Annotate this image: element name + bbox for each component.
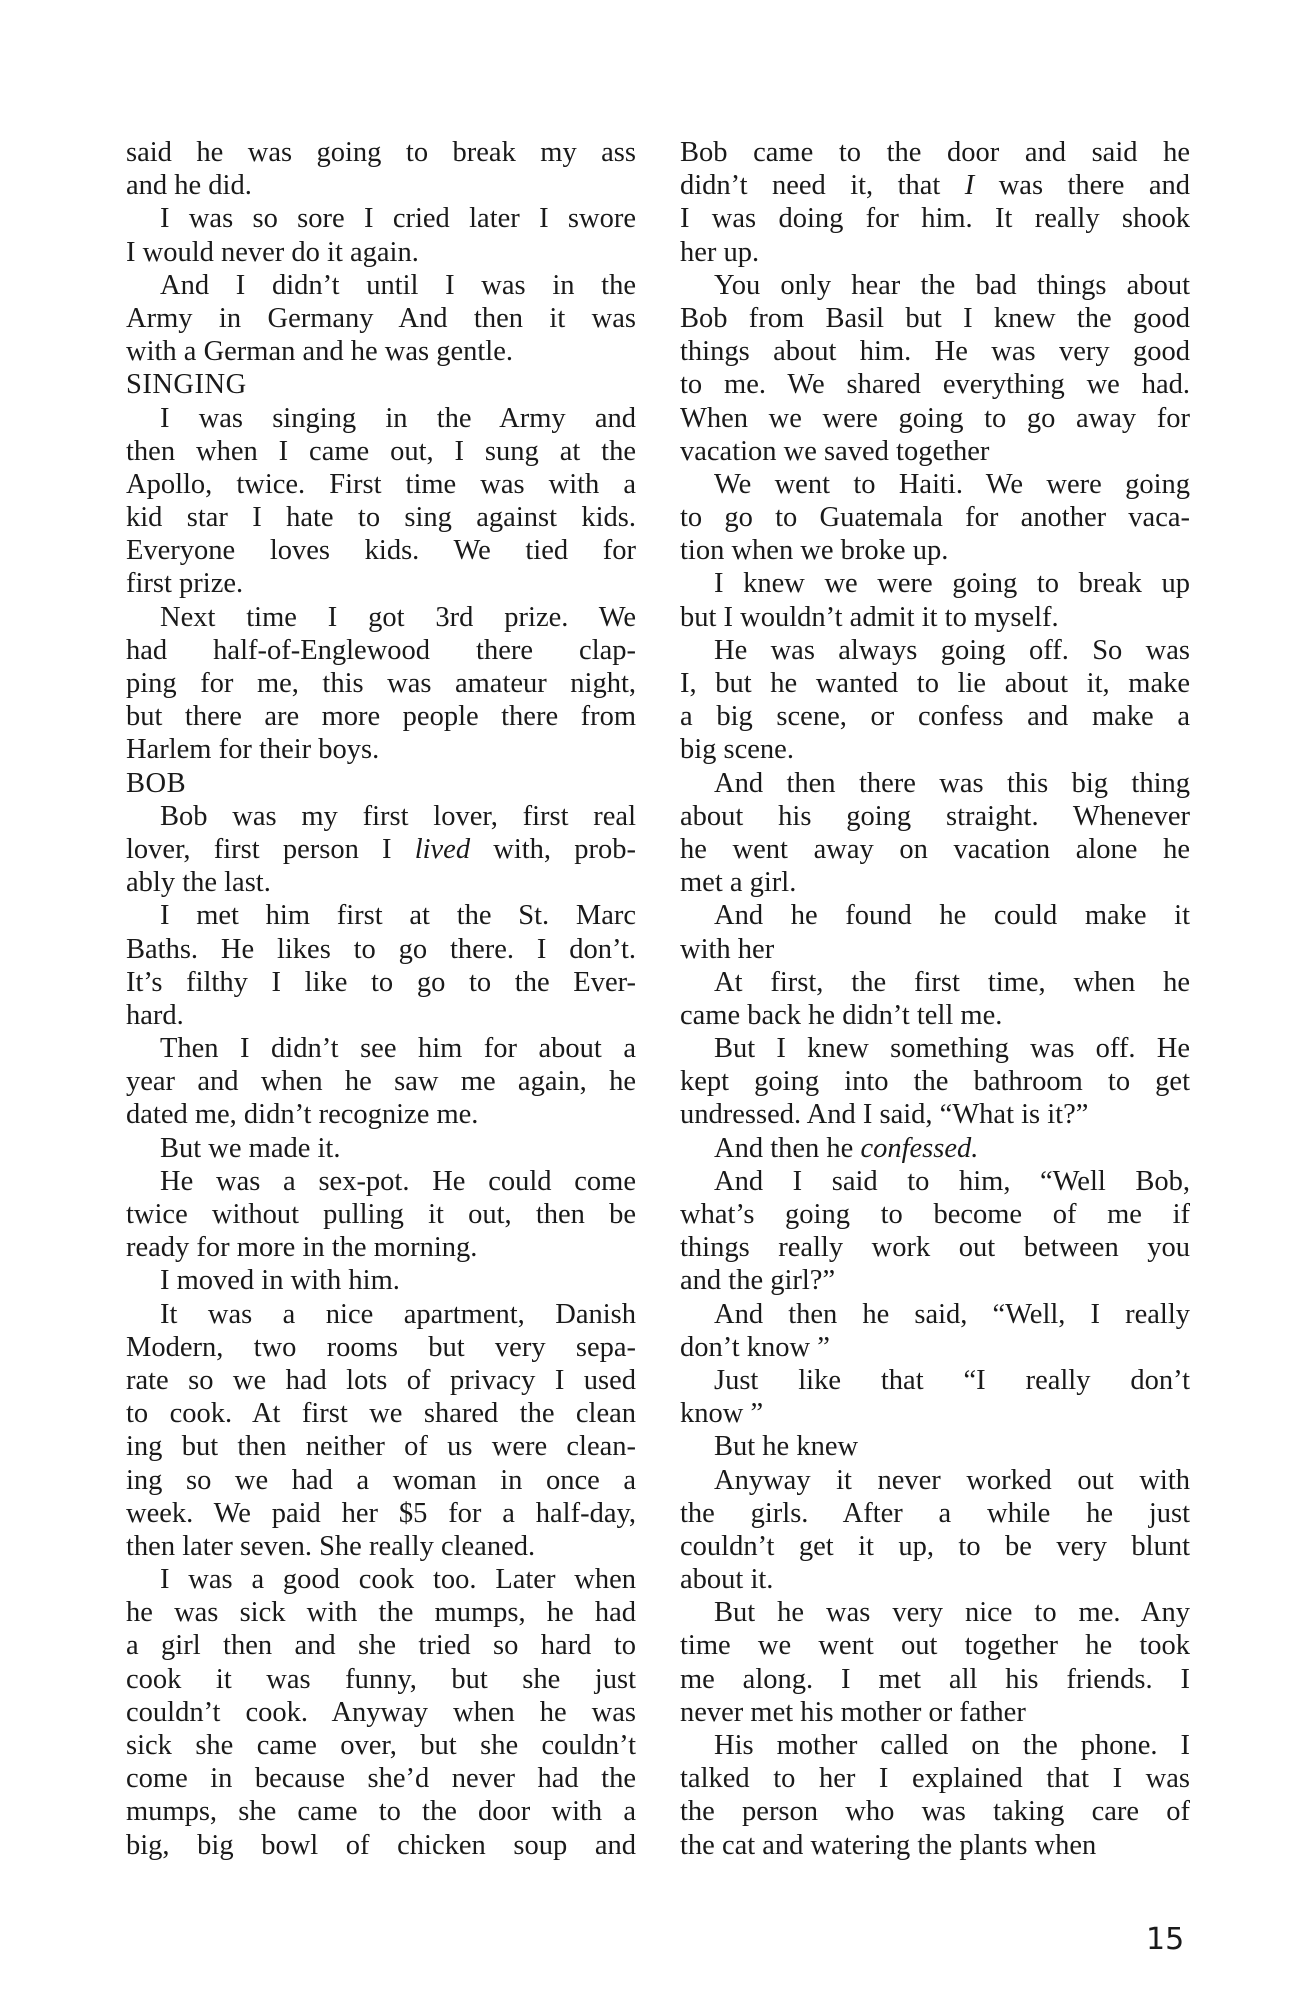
text-line: couldn’t cook. Anyway when he was bbox=[126, 1696, 636, 1728]
text-line: first prize. bbox=[126, 568, 244, 600]
text-line: week. We paid her $5 for a half-day, bbox=[126, 1497, 636, 1529]
text-line: said he was going to break my ass bbox=[126, 137, 636, 168]
text-line: ing but then neither of us were clean- bbox=[126, 1431, 636, 1463]
text-line: to cook. At first we shared the clean bbox=[126, 1398, 636, 1430]
text-line: At first, the first time, when he bbox=[714, 966, 1190, 998]
text-line: ably the last. bbox=[126, 867, 271, 899]
paragraph bbox=[126, 1165, 636, 1265]
text-line: undressed. And I said, “What is it?” bbox=[680, 1099, 1089, 1131]
paragraph bbox=[126, 1298, 636, 1564]
text-line: kid star I hate to sing against kids. bbox=[126, 502, 636, 534]
text-line: a big scene, or confess and make a bbox=[680, 701, 1190, 733]
paragraph bbox=[126, 601, 636, 767]
text-line: the person who was taking care of bbox=[680, 1796, 1190, 1828]
text-line: with a German and he was gentle. bbox=[126, 336, 513, 368]
text-line: sick she came over, but she couldn’t bbox=[126, 1730, 636, 1761]
paragraph bbox=[126, 1264, 636, 1297]
text-line: but there are more people there from bbox=[126, 701, 636, 733]
text-line: His mother called on the phone. I bbox=[714, 1730, 1190, 1761]
text-line: came back he didn’t tell me. bbox=[680, 999, 1003, 1031]
paragraph bbox=[126, 269, 636, 369]
paragraph bbox=[680, 966, 1190, 1032]
text-line: Apollo, twice. First time was with a bbox=[126, 468, 636, 500]
text-line: I was singing in the Army and bbox=[160, 402, 636, 434]
text-line: about it. bbox=[680, 1564, 774, 1596]
text-line: he was sick with the mumps, he had bbox=[126, 1597, 636, 1629]
paragraph bbox=[126, 136, 636, 202]
text-line: Just like that “I really don’t bbox=[714, 1364, 1190, 1396]
text-line: Harlem for their boys. bbox=[126, 734, 380, 766]
text-line: ready for more in the morning. bbox=[126, 1232, 478, 1264]
text-line: Next time I got 3rd prize. We bbox=[160, 601, 636, 633]
paragraph bbox=[680, 899, 1190, 965]
paragraph bbox=[680, 1596, 1190, 1729]
text-line: met a girl. bbox=[680, 867, 797, 899]
left-column bbox=[126, 136, 636, 1862]
text-line: He was always going off. So was bbox=[714, 634, 1190, 666]
text-line: Everyone loves kids. We tied for bbox=[126, 535, 636, 567]
text-line: time we went out together he took bbox=[680, 1630, 1190, 1662]
text-line: We went to Haiti. We were going bbox=[714, 468, 1190, 500]
text-line: SINGING bbox=[126, 369, 247, 401]
paragraph bbox=[126, 1032, 636, 1132]
paragraph bbox=[680, 1032, 1190, 1132]
paragraph bbox=[680, 634, 1190, 767]
text-line: her up. bbox=[680, 236, 760, 268]
paragraph bbox=[680, 1729, 1190, 1862]
text-line: But he knew bbox=[714, 1431, 859, 1463]
paragraph bbox=[126, 1132, 636, 1165]
text-line: Bob from Basil but I knew the good bbox=[680, 302, 1190, 334]
text-line: I was doing for him. It really shook bbox=[680, 203, 1190, 235]
text-line: things really work out between you bbox=[680, 1232, 1190, 1264]
text-line: I knew we were going to break up bbox=[714, 568, 1190, 600]
text-line: don’t know ” bbox=[680, 1331, 830, 1363]
text-line: had half-of-Englewood there clap- bbox=[126, 634, 636, 666]
text-line: Baths. He likes to go there. I don’t. bbox=[126, 933, 636, 965]
text-line: with her bbox=[680, 933, 775, 965]
text-line: twice without pulling it out, then be bbox=[126, 1199, 636, 1230]
text-line: And he found he could make it bbox=[714, 900, 1190, 932]
paragraph bbox=[126, 800, 636, 900]
paragraph bbox=[126, 899, 636, 1032]
italic-text: I bbox=[964, 170, 975, 202]
paragraph bbox=[680, 1298, 1190, 1364]
paragraph bbox=[680, 567, 1190, 633]
paragraph bbox=[680, 1165, 1190, 1298]
text-line: But he was very nice to me. Any bbox=[714, 1597, 1190, 1629]
italic-text: confessed. bbox=[860, 1132, 979, 1164]
text-line: tion when we broke up. bbox=[680, 535, 949, 567]
text-line: to go to Guatemala for another vaca- bbox=[680, 502, 1190, 534]
text-line: mumps, she came to the door with a bbox=[126, 1796, 636, 1828]
text-line: year and when he saw me again, he bbox=[126, 1066, 636, 1098]
text-line: me along. I met all his friends. I bbox=[680, 1663, 1190, 1695]
text-line: And I said to him, “Well Bob, bbox=[714, 1165, 1190, 1197]
text-line: the cat and watering the plants when bbox=[680, 1829, 1097, 1861]
text-line: And then he said, “Well, I really bbox=[714, 1298, 1190, 1330]
text-line: never met his mother or father bbox=[680, 1696, 1026, 1728]
text-line: Modern, two rooms but very sepa- bbox=[126, 1331, 636, 1363]
text-line: And then he confessed. bbox=[714, 1132, 979, 1164]
text-line: But we made it. bbox=[160, 1132, 341, 1164]
text-line: Army in Germany And then it was bbox=[126, 302, 636, 334]
text-line: It’s filthy I like to go to the Ever- bbox=[126, 966, 636, 998]
paragraph bbox=[680, 136, 1190, 269]
text-line: dated me, didn’t recognize me. bbox=[126, 1099, 479, 1131]
text-line: things about him. He was very good bbox=[680, 336, 1190, 368]
text-line: but I wouldn’t admit it to myself. bbox=[680, 601, 1059, 633]
text-line: Bob was my first lover, first real bbox=[160, 800, 636, 832]
paragraph bbox=[126, 1563, 636, 1862]
text-line: He was a sex-pot. He could come bbox=[160, 1165, 636, 1197]
text-line: big, big bowl of chicken soup and bbox=[126, 1829, 636, 1861]
text-line: Bob came to the door and said he bbox=[680, 137, 1190, 168]
text-line: and the girl?” bbox=[680, 1265, 836, 1297]
text-line: to me. We shared everything we had. bbox=[680, 369, 1190, 401]
paragraph bbox=[680, 269, 1190, 468]
text-line: didn’t need it, that I was there and bbox=[680, 170, 1190, 202]
text-line: about his going straight. Whenever bbox=[680, 800, 1190, 832]
text-line: he went away on vacation alone he bbox=[680, 833, 1190, 865]
text-line: what’s going to become of me if bbox=[680, 1199, 1190, 1230]
paragraph bbox=[680, 767, 1190, 900]
text-line: I met him first at the St. Marc bbox=[160, 900, 636, 932]
text-line: talked to her I explained that I was bbox=[680, 1763, 1190, 1795]
text-line: Then I didn’t see him for about a bbox=[160, 1033, 636, 1065]
paragraph bbox=[680, 1364, 1190, 1430]
paragraph bbox=[680, 1132, 1190, 1165]
text-line: I, but he wanted to lie about it, make bbox=[680, 668, 1190, 699]
text-line: hard. bbox=[126, 999, 184, 1031]
text-line: vacation we saved together bbox=[680, 435, 990, 467]
text-line: cook it was funny, but she just bbox=[126, 1663, 636, 1695]
text-line: then later seven. She really cleaned. bbox=[126, 1530, 536, 1562]
italic-text: lived bbox=[414, 833, 471, 865]
text-line: BOB bbox=[126, 767, 187, 799]
paragraph bbox=[680, 468, 1190, 568]
text-line: I was a good cook too. Later when bbox=[160, 1564, 636, 1596]
text-line: then when I came out, I sung at the bbox=[126, 435, 636, 467]
text-line: Anyway it never worked out with bbox=[714, 1464, 1190, 1496]
page-number: 15 bbox=[1146, 1922, 1185, 1957]
text-line: ping for me, this was amateur night, bbox=[126, 668, 636, 699]
text-line: But I knew something was off. He bbox=[714, 1033, 1190, 1065]
text-line: lover, first person I lived with, prob- bbox=[126, 833, 636, 865]
text-line: couldn’t get it up, to be very blunt bbox=[680, 1530, 1190, 1562]
paragraph bbox=[126, 402, 636, 601]
text-line: a girl then and she tried so hard to bbox=[126, 1630, 636, 1662]
right-column bbox=[680, 136, 1190, 1862]
text-line: You only hear the bad things about bbox=[714, 269, 1190, 301]
text-line: rate so we had lots of privacy I used bbox=[126, 1364, 636, 1396]
section-heading bbox=[126, 767, 636, 800]
text-line: the girls. After a while he just bbox=[680, 1497, 1190, 1529]
paragraph bbox=[126, 202, 636, 268]
text-line: It was a nice apartment, Danish bbox=[160, 1298, 636, 1330]
section-heading bbox=[126, 368, 636, 401]
text-line: I was so sore I cried later I swore bbox=[160, 203, 636, 235]
text-line: kept going into the bathroom to get bbox=[680, 1066, 1190, 1098]
text-line: I would never do it again. bbox=[126, 236, 419, 268]
paragraph bbox=[680, 1430, 1190, 1463]
text-line: know ” bbox=[680, 1398, 764, 1430]
text-line: big scene. bbox=[680, 734, 794, 766]
text-line: ing so we had a woman in once a bbox=[126, 1464, 636, 1496]
text-line: come in because she’d never had the bbox=[126, 1763, 636, 1795]
text-line: and he did. bbox=[126, 170, 252, 202]
paragraph bbox=[680, 1464, 1190, 1597]
text-line: And I didn’t until I was in the bbox=[160, 269, 636, 301]
text-line: And then there was this big thing bbox=[714, 767, 1190, 799]
text-line: I moved in with him. bbox=[160, 1265, 400, 1297]
text-line: When we were going to go away for bbox=[680, 402, 1190, 434]
